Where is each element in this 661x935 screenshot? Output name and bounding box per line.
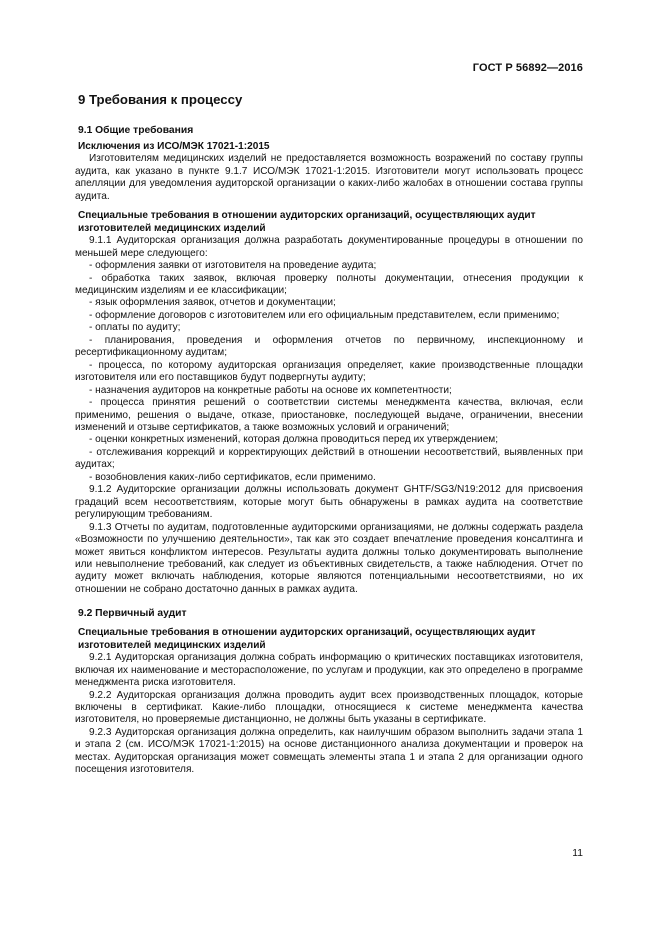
special-requirements-heading-9-2: Специальные требования в отношении аудиторских организаций, осуществляющих аудит изготовителей медицинских изделий — [78, 627, 536, 651]
list-item: - планирования, проведения и оформления отчетов по первичному, инспекционному и ресертификационному аудитам; — [75, 334, 583, 359]
list-item: - язык оформления заявок, отчетов и документации; — [89, 297, 336, 309]
special-requirements-heading: Специальные требования в отношении аудиторских организаций, осуществляющих аудит изготовителей медицинских изделий — [78, 210, 536, 234]
document-body — [75, 92, 583, 777]
list-item: - процесса принятия решений о соответствии системы менеджмента качества, включая, если применимо, решения о выдаче, отказе, приостановке, последующей выдаче, ограничении, внесении изменений и отзыве сертификатов, а также возможных условий и ограничений; — [75, 397, 583, 433]
list-item: - отслеживания коррекций и корректирующих действий в отношении несоответствий, выявленных при аудитах; — [75, 446, 583, 471]
exclusions-paragraph: Изготовителям медицинских изделий не предоставляется возможность возражений по составу группы аудита, как указано в пункте 9.1.7 ИСО/МЭК 17021-1:2015. Изготовители могут использовать процесс апелляции для уведомления аудиторской организации о каких-либо жалобах в отношении состава группы аудита. — [75, 153, 583, 202]
list-item: - оценки конкретных изменений, которая должна проводиться перед их утверждением; — [89, 434, 499, 446]
clause-9-1-1: 9.1.1 Аудиторская организация должна разработать документированные процедуры в отношении по меньшей мере следующего: — [75, 235, 583, 259]
clause-9-2-1: 9.2.1 Аудиторская организация должна собрать информацию о критических поставщиках изготовителя, включая их наименование и месторасположение, по услугам и продукции, как это определено в программе менеджмента риска изготовителя. — [75, 652, 583, 689]
list-item: - назначения аудиторов на конкретные работы на основе их компетентности; — [89, 384, 452, 396]
list-item: - обработка таких заявок, включая проверку полноты документации, отнесения продукции к медицинским изделиям и ее классификации; — [75, 272, 583, 296]
list-item: - оформление договоров с изготовителем или его официальным представителем, если применимо; — [89, 309, 560, 321]
section-title: 9 Требования к процессу — [78, 92, 243, 107]
clause-9-1-2: 9.1.2 Аудиторские организации должны использовать документ GHTF/SG3/N19:2012 для присвоения градаций всем несоответствиям, которые могут быть обнаружены в рамках аудита на соответствие регулирующим требованиям. — [75, 484, 583, 521]
subsection-title-9-1: 9.1 Общие требования — [78, 125, 194, 136]
list-item: - возобновления каких-либо сертификатов, если применимо. — [89, 471, 376, 483]
list-item: - оплаты по аудиту; — [89, 322, 181, 334]
page-number: 11 — [572, 848, 583, 859]
clause-9-2-2: 9.2.2 Аудиторская организация должна проводить аудит всех производственных площадок, которые включены в сертификат. Какие-либо площадки, относящиеся к системе менеджмента качества изготовителя, но проверяемые дистанционно, не должны быть указаны в сертификате. — [75, 689, 583, 726]
clause-9-2-3: 9.2.3 Аудиторская организация должна определить, как наилучшим образом выполнить задачи этапа 1 и этапа 2 (см. ИСО/МЭК 17021-1:2015) на основе дистанционного анализа документации и проверок на местах. Аудиторская организация может совмещать элементы этапа 1 и этапа 2 для организации одного посещения изготовителя. — [75, 726, 583, 776]
subsection-title-9-2: 9.2 Первичный аудит — [78, 608, 187, 620]
clause-9-1-3: 9.1.3 Отчеты по аудитам, подготовленные аудиторскими организациями, не должны содержать раздела «Возможности по улучшению деятельности», так как это создает впечатление проведения консалтинга и может явиться конфликтом интересов. Результаты аудита должны только документировать выполнение или невыполнение требований, как следует из объективных свидетельств, а также наблюдения. Отчет по аудиту может включать наблюдения, которые являются потенциальными несоответствиями, но их отношении не собрано достаточно данных в рамках аудита. — [75, 521, 583, 595]
list-item: - процесса, по которому аудиторская организация определяет, какие производственные площадки изготовителя или его поставщиков будут подвергнуты аудиту; — [75, 359, 583, 384]
list-item: - оформления заявки от изготовителя на проведение аудита; — [89, 260, 377, 272]
exclusions-heading: Исключения из ИСО/МЭК 17021-1:2015 — [78, 141, 270, 152]
standard-header: ГОСТ Р 56892—2016 — [472, 62, 583, 74]
